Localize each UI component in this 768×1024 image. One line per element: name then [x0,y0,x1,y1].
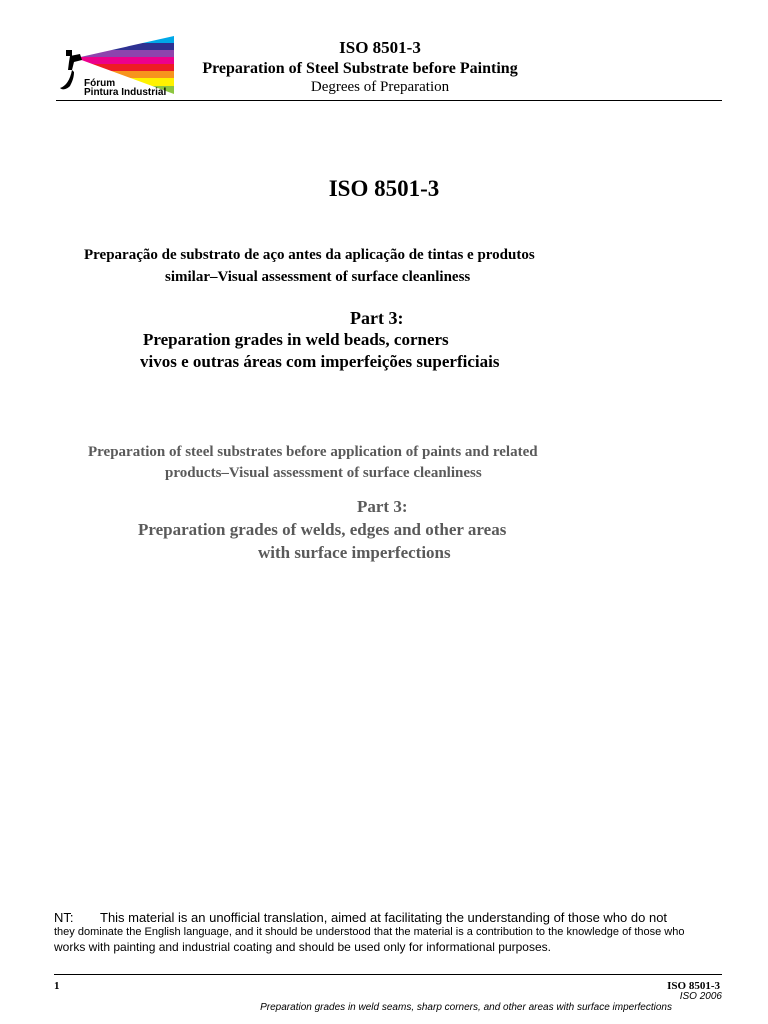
note-line1: This material is an unofficial translation, aimed at facilitating the understanding of those who do not [100,910,668,925]
pt-grade-line2: vivos e outras áreas com imperfeições superficiais [140,352,500,371]
pt-title-line1: Preparação de substrato de aço antes da aplicação de tintas e produtos [84,247,535,263]
header-divider [56,100,722,101]
en-part-label: Part 3: [357,497,408,516]
en-grade-line1: Preparation grades of welds, edges and other areas [138,520,507,539]
page-number: 1 [54,980,60,992]
en-title-line2: products–Visual assessment of surface cleanliness [165,465,482,481]
logo-text-forum: Fórum [84,78,116,89]
header-subtitle-degrees: Degrees of Preparation [310,79,450,95]
header-subtitle: Preparation of Steel Substrate before Painting [202,60,518,77]
footer-code: ISO 8501-3 [667,980,720,992]
pt-grade-line1: Preparation grades in weld beads, corners [143,330,449,349]
pt-part-label: Part 3: [350,308,404,328]
footer-year: ISO 2006 [679,991,722,1002]
note-label: NT: [54,910,74,925]
footer-divider [54,974,722,975]
note-line2: they dominate the English language, and it should be understood that the material is a contribution to the knowledge of those who [54,926,685,938]
logo-text-pintura: Pintura Industrial [84,87,167,98]
en-title-line1: Preparation of steel substrates before application of paints and related [88,444,538,460]
page-title: ISO 8501-3 [328,176,440,201]
pt-title-line2: similar–Visual assessment of surface cleanliness [165,269,471,285]
note-line3: works with painting and industrial coating and should be used only for informational purposes. [54,940,551,954]
translator-note [54,910,734,954]
logo-text [84,79,166,97]
en-grade-line2: with surface imperfections [258,543,451,562]
header-title: ISO 8501-3 [339,38,421,57]
footer-description: Preparation grades in weld seams, sharp corners, and other areas with surface imperfections [260,1002,672,1013]
